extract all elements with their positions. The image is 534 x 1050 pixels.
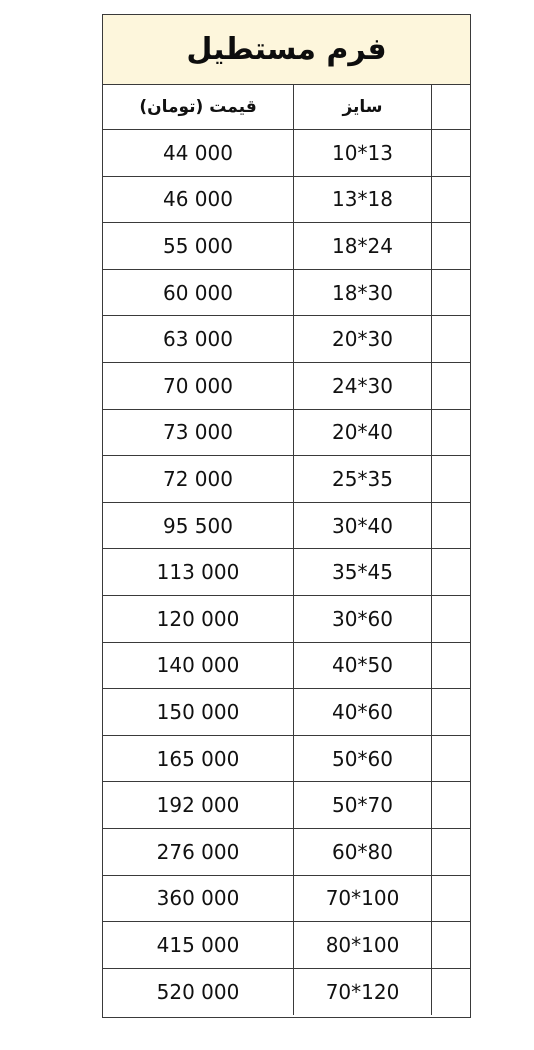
price-cell: 276 000 (156, 839, 240, 864)
table-row (103, 363, 470, 410)
size-cell: 35*45 (293, 549, 431, 595)
size-cell: 30*60 (293, 596, 431, 642)
blank-cell (431, 270, 470, 316)
price-table (102, 14, 471, 1018)
table-title-bar (103, 15, 470, 85)
price-cell: 70 000 (163, 373, 233, 398)
blank-cell (431, 596, 470, 642)
table-row (103, 316, 470, 363)
table-row (103, 456, 470, 503)
blank-cell (431, 689, 470, 735)
price-cell: 150 000 (156, 699, 240, 724)
table-row (103, 782, 470, 829)
blank-cell (431, 922, 470, 968)
price-cell: 63 000 (163, 327, 233, 352)
price-cell: 520 000 (156, 980, 240, 1005)
size-cell: 70*100 (293, 876, 431, 922)
size-cell: 80*100 (293, 922, 431, 968)
blank-cell (431, 876, 470, 922)
blank-cell (431, 316, 470, 362)
size-cell: 10*13 (293, 130, 431, 176)
header-price: قیمت (تومان) (139, 96, 257, 117)
size-cell: 70*120 (293, 969, 431, 1016)
table-row (103, 876, 470, 923)
table-row (103, 736, 470, 783)
table-row (103, 596, 470, 643)
table-row (103, 130, 470, 177)
header-size: سایز (293, 84, 431, 129)
price-cell: 95 500 (163, 513, 233, 538)
size-cell: 24*30 (293, 363, 431, 409)
price-cell: 415 000 (156, 932, 240, 957)
price-cell: 360 000 (156, 886, 240, 911)
blank-cell (431, 363, 470, 409)
blank-cell (431, 782, 470, 828)
size-cell: 30*40 (293, 503, 431, 549)
size-cell: 40*60 (293, 689, 431, 735)
size-cell: 40*50 (293, 643, 431, 689)
table-row (103, 922, 470, 969)
blank-cell (431, 736, 470, 782)
table-row (103, 643, 470, 690)
size-cell: 18*30 (293, 270, 431, 316)
price-cell: 73 000 (163, 420, 233, 445)
header-extra (431, 84, 470, 129)
blank-cell (431, 969, 470, 1016)
table-row (103, 503, 470, 550)
table-row (103, 410, 470, 457)
table-row (103, 270, 470, 317)
price-cell: 44 000 (163, 140, 233, 165)
blank-cell (431, 643, 470, 689)
price-cell: 55 000 (163, 233, 233, 258)
price-cell: 165 000 (156, 746, 240, 771)
size-cell: 50*60 (293, 736, 431, 782)
blank-cell (431, 223, 470, 269)
size-cell: 13*18 (293, 177, 431, 223)
price-cell: 140 000 (156, 653, 240, 678)
table-row (103, 829, 470, 876)
header-row (103, 84, 470, 130)
table-row (103, 969, 470, 1016)
blank-cell (431, 410, 470, 456)
price-cell: 120 000 (156, 606, 240, 631)
size-cell: 20*40 (293, 410, 431, 456)
blank-cell (431, 503, 470, 549)
blank-cell (431, 829, 470, 875)
size-cell: 20*30 (293, 316, 431, 362)
price-cell: 113 000 (156, 560, 240, 585)
size-cell: 60*80 (293, 829, 431, 875)
blank-cell (431, 549, 470, 595)
price-cell: 192 000 (156, 793, 240, 818)
table-row (103, 177, 470, 224)
size-cell: 18*24 (293, 223, 431, 269)
blank-cell (431, 456, 470, 502)
size-cell: 50*70 (293, 782, 431, 828)
table-row (103, 223, 470, 270)
price-cell: 72 000 (163, 466, 233, 491)
price-cell: 60 000 (163, 280, 233, 305)
table-title: فرم مستطیل (186, 32, 387, 67)
blank-cell (431, 177, 470, 223)
table-row (103, 689, 470, 736)
size-cell: 25*35 (293, 456, 431, 502)
table-row (103, 549, 470, 596)
blank-cell (431, 130, 470, 176)
price-cell: 46 000 (163, 187, 233, 212)
